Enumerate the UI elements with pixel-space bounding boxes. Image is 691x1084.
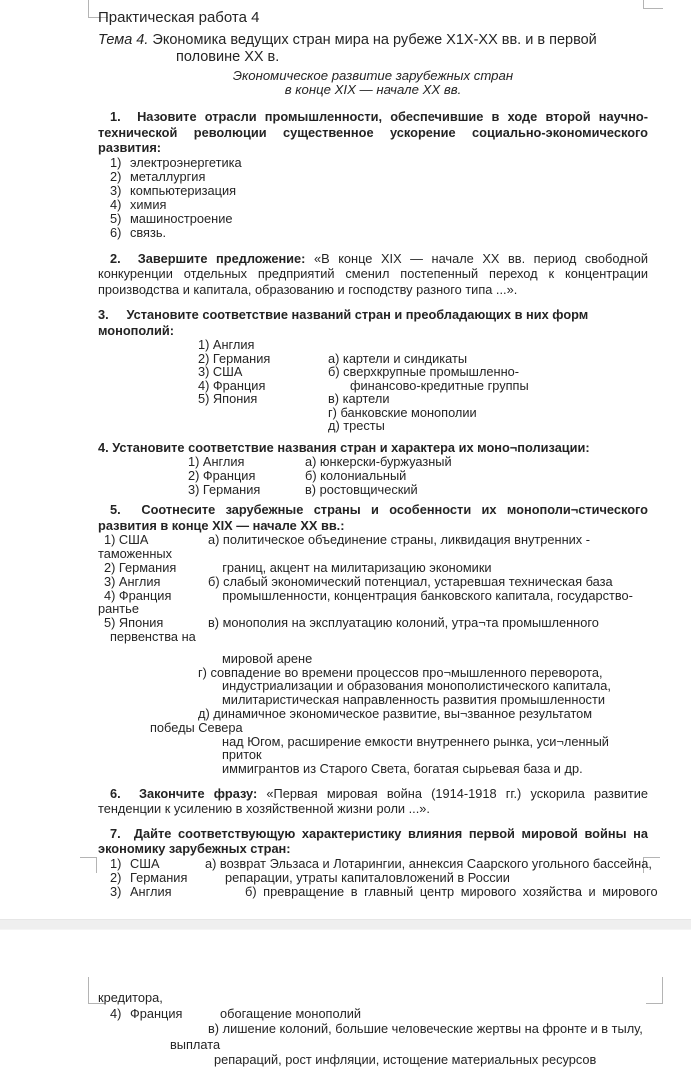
match-country: Англия (130, 883, 172, 899)
match-option-continuation: мировой арене (222, 650, 313, 666)
q1-option-label: машиностроение (130, 210, 233, 226)
question-3-matching (98, 338, 648, 433)
match-option: а) возврат Эльзаса и Лотарингии, аннексия Саарского угольного бассейна, (205, 855, 652, 871)
match-country: США (130, 855, 160, 871)
match-row (98, 1006, 658, 1022)
match-row (98, 352, 648, 366)
match-country: 3) Германия (188, 481, 261, 497)
match-option: б) превращение в главный центр мирового хозяйства и мирового (245, 883, 658, 899)
match-option: в) монополия на эксплуатацию колоний, утра¬та промышленного (208, 615, 599, 631)
match-option-continuation: обогащение монополий (220, 1005, 362, 1021)
page1-bottom-left-boundary-mark (80, 857, 97, 873)
match-option: б) слабый экономический потенциал, устаревшая техническая база (208, 573, 613, 589)
match-country: 2) Германия (104, 559, 177, 575)
q1-option-number: 5) (110, 210, 122, 226)
q1-option-number: 1) (110, 154, 122, 170)
q1-option (98, 198, 648, 212)
match-country (198, 419, 328, 433)
match-option-continuation: рантье (98, 601, 139, 617)
match-row (98, 533, 648, 547)
match-option: финансово-кредитные группы (350, 377, 529, 393)
q1-option-label: электроэнергетика (130, 154, 242, 170)
match-option-continuation: первенства на (110, 628, 196, 644)
question-4-header: 4. Установите соответствие названия стран и характера их моно¬полизации: (98, 439, 590, 455)
q1-option-number: 3) (110, 182, 122, 198)
match-country (198, 406, 328, 420)
theme-text: Экономика ведущих стран мира на рубеже X1X-XX вв. и в первой (148, 32, 597, 48)
match-row (98, 455, 648, 469)
match-row (98, 338, 648, 352)
match-option-continuation: индустриализации и образования монополистического капитала, (222, 678, 611, 694)
match-number: 1) (110, 855, 122, 871)
match-option-continuation: милитаристическая направленность развития промышленности (222, 692, 605, 708)
match-option-continuation: победы Севера (150, 719, 243, 735)
match-country: 4) Франция (104, 587, 172, 603)
question-6-text (98, 786, 648, 817)
match-row (98, 871, 648, 885)
theme-heading (98, 32, 648, 66)
match-country: 1) Англия (188, 454, 245, 469)
match-country: 1) Англия (198, 337, 255, 352)
match-country: 1) США (104, 532, 149, 548)
match-option-continuation: над Югом, расширение емкости внутреннего рынка, уси¬ленный приток (222, 733, 609, 763)
match-option (328, 338, 648, 352)
match-option: г) банковские монополии (328, 404, 477, 420)
question-6-sentence: «Первая мировая война (1914-1918 гг.) ускорила развитие тенденции к усилению в хозяйственной жизни роли ...». (98, 785, 648, 817)
match-country: 2) Франция (188, 467, 256, 483)
theme-line-1 (98, 32, 648, 49)
match-row (98, 589, 648, 603)
page2-text-area (98, 990, 658, 1068)
match-country: 5) Япония (104, 615, 164, 631)
q1-option-number: 6) (110, 224, 122, 240)
match-number: 2) (110, 869, 122, 885)
match-country: 3) США (198, 364, 243, 379)
match-country: 5) Япония (198, 391, 258, 406)
match-option-continuation: репараций, рост инфляции, истощение материальных ресурсов (214, 1052, 597, 1067)
match-number: 3) (110, 883, 122, 899)
question-4-matching (98, 455, 648, 496)
match-country: Германия (130, 869, 188, 885)
match-row (98, 365, 648, 379)
match-row (98, 483, 648, 497)
match-option: а) политическое объединение страны, ликвидация внутренних - (208, 532, 591, 548)
match-option: а) картели и синдикаты (328, 350, 468, 366)
match-option-continuation: таможенных (98, 546, 173, 562)
match-option: г) совпадение во времени процессов про¬мышленного переворота, (198, 664, 603, 680)
match-option: в) лишение колоний, большие человеческие жертвы на фронте и в тылу, (208, 1021, 643, 1036)
section-subtitle (98, 69, 648, 97)
subtitle-line-2: в конце XIX — начале XX вв. (284, 82, 462, 97)
question-6-label: 6. Закончите фразу: (110, 785, 258, 801)
question-2-sentence: «В конце XIX — начале XX вв. период свободной конкуренции отдельных предприятий сменил постепенный переход к концентрации производства и капитала, образованию и господству разного типа ...». (98, 250, 648, 297)
match-option: а) юнкерски-буржуазный (305, 454, 452, 469)
q1-option (98, 170, 648, 184)
theme-label: Тема 4. (98, 32, 149, 48)
theme-line-2: половине XX в. (176, 49, 280, 65)
match-option: в) картели (328, 391, 390, 406)
q1-option-label: связь. (130, 224, 167, 240)
question-5-matching (98, 533, 648, 776)
match-option-continuation: иммигрантов из Старого Света, богатая сырьевая база и др. (222, 761, 583, 777)
subtitle-line-1: Экономическое развитие зарубежных стран (232, 68, 514, 83)
question-2-text (98, 251, 648, 298)
page1-text-area (98, 0, 658, 899)
match-number: 4) (110, 1005, 122, 1021)
match-country: 2) Германия (198, 350, 271, 366)
match-row (98, 469, 648, 483)
match-option: границ, акцент на милитаризацию экономики (208, 559, 492, 575)
match-country: 4) Франция (198, 377, 266, 393)
match-row (98, 855, 652, 871)
question-7-matching (98, 855, 658, 899)
q1-option-number: 4) (110, 196, 122, 212)
q1-option-label: химия (130, 196, 167, 212)
worksheet-title: Практическая работа 4 (98, 9, 260, 26)
q1-option (98, 184, 648, 198)
question-2-label: 2. Завершите предложение: (110, 250, 306, 266)
q1-option-label: металлургия (130, 168, 206, 184)
question-7-header: 7. Дайте соответствующую характеристику влияния первой мировой войны на экономику зарубежных стран: (98, 825, 648, 857)
match-option: б) сверхкрупные промышленно- (328, 364, 520, 379)
match-row (98, 616, 648, 630)
match-row (98, 419, 648, 433)
question-3-header: 3. Установите соответствие названий стран и преобладающих в них форм монополий: (98, 307, 589, 338)
match-option: в) ростовщический (305, 481, 418, 497)
match-row (98, 561, 648, 575)
match-row (98, 575, 648, 589)
q1-option (98, 156, 648, 170)
match-row (98, 406, 648, 420)
match-row (98, 392, 648, 406)
question-1-header: 1. Назовите отрасли промышленности, обеспечившие в ходе второй научно-технической революции существенное ускорение социально-экономического развития: (98, 109, 648, 155)
q1-option (98, 226, 648, 240)
page-separator (0, 919, 691, 930)
match-row (98, 379, 648, 393)
match-option-continuation: выплата (170, 1036, 221, 1052)
q1-option (98, 212, 648, 226)
match-row (98, 883, 658, 899)
match-option-continuation: репарации, утраты капиталовложений в России (225, 869, 510, 885)
match-country: 3) Англия (104, 573, 161, 589)
match-option: д) тресты (328, 418, 385, 433)
match-option: промышленности, концентрация банковского капитала, государство- (208, 587, 633, 603)
match-country: Франция (130, 1005, 183, 1021)
q1-option-label: компьютеризация (130, 182, 237, 198)
question-5-header: 5. Соотнесите зарубежные страны и особенности их монополи¬стического развития в конце XIX — начале XX вв.: (98, 502, 648, 533)
match-option-continuation: кредитора, (98, 990, 163, 1005)
match-option: б) колониальный (305, 467, 407, 483)
q1-option-number: 2) (110, 168, 122, 184)
question-1-options (98, 156, 648, 240)
match-option: д) динамичное экономическое развитие, вы¬званное результатом (198, 705, 593, 721)
